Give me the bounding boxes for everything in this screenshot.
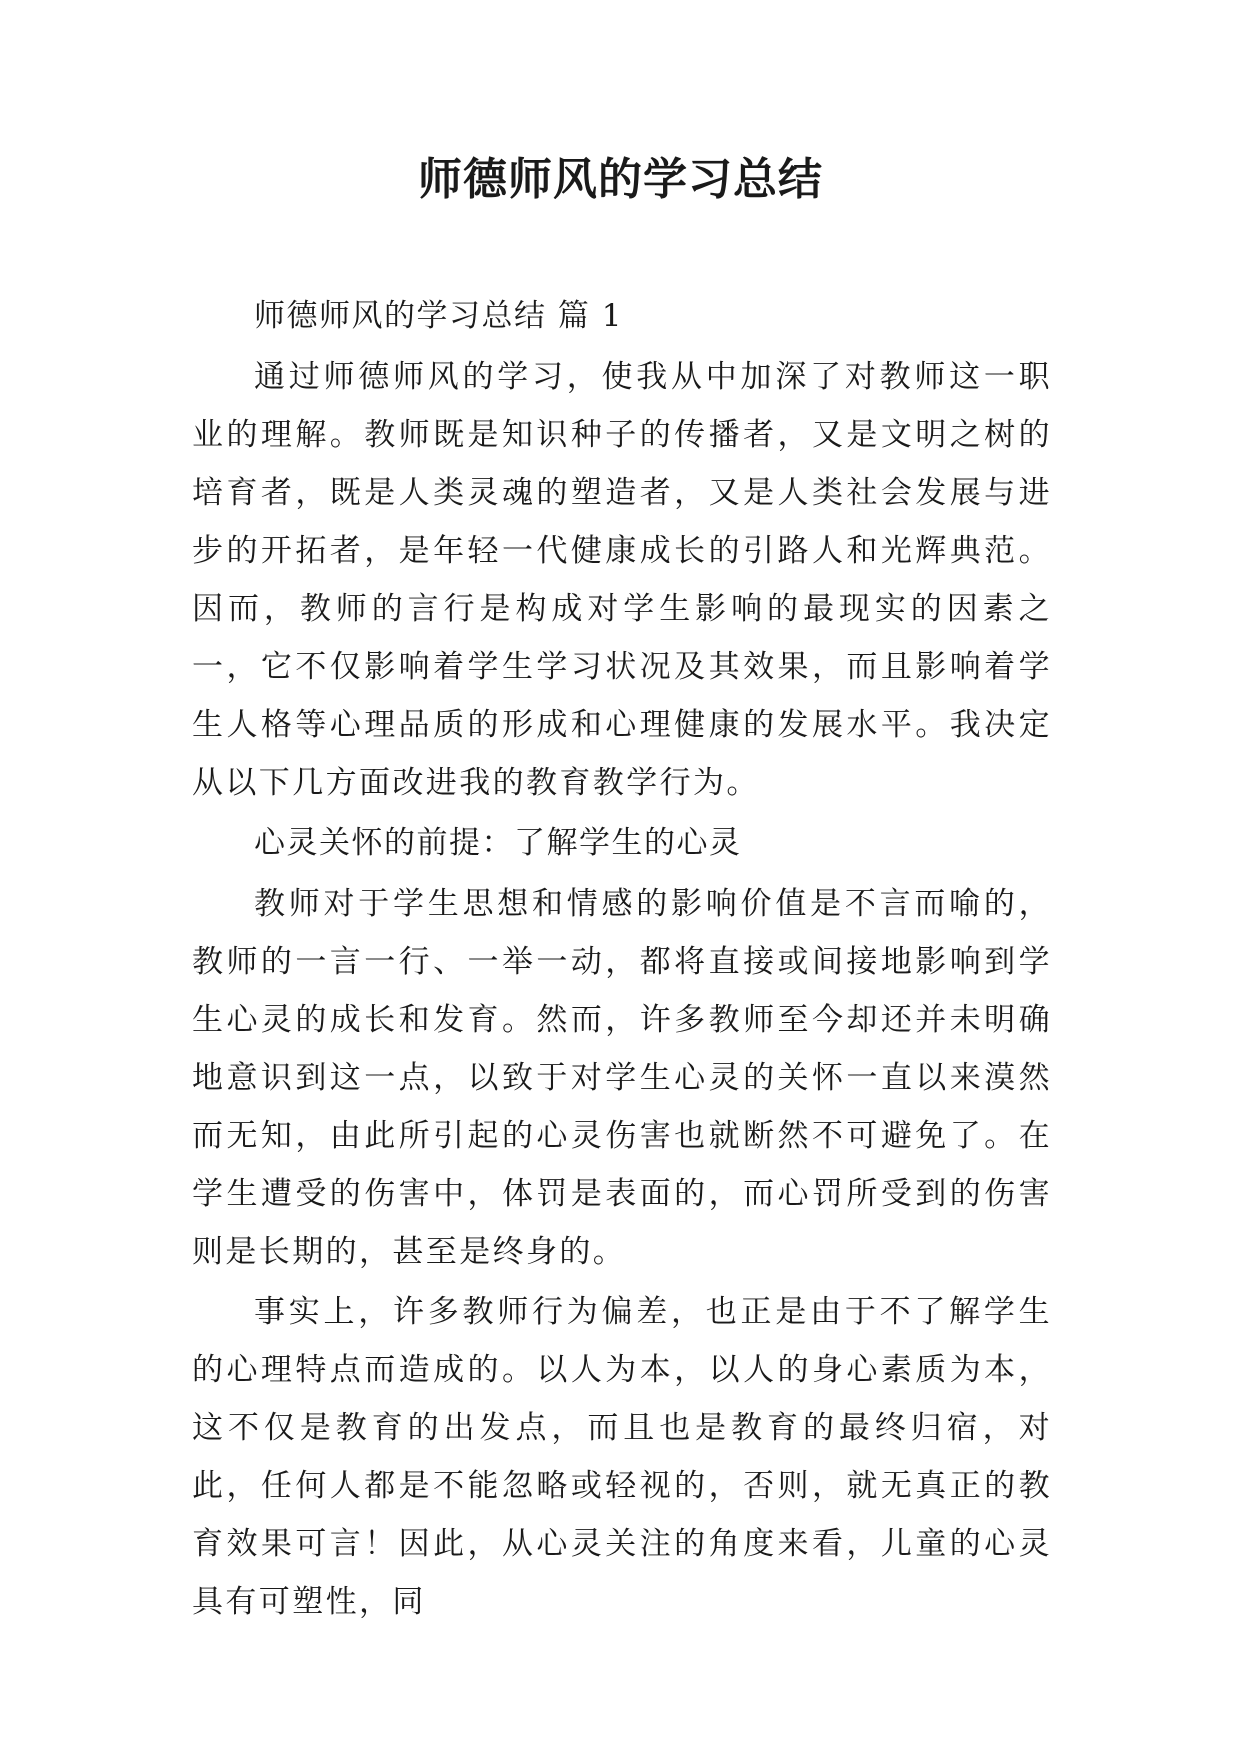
paragraph: 事实上，许多教师行为偏差，也正是由于不了解学生的心理特点而造成的。以人为本，以人的身心素质为本，这不仅是教育的出发点，而且也是教育的最终归宿，对此，任何人都是不能忽略或轻视的，否则，就无真正的教育效果可言！因此，从心灵关注的角度来看，儿童的心灵具有可塑性，同 bbox=[192, 1294, 1052, 1620]
document-body bbox=[192, 287, 1052, 1634]
paragraph: 通过师德师风的学习，使我从中加深了对教师这一职业的理解。教师既是知识种子的传播者，又是文明之树的培育者，既是人类灵魂的塑造者，又是人类社会发展与进步的开拓者，是年轻一代健康成长的引路人和光辉典范。因而，教师的言行是构成对学生影响的最现实的因素之一，它不仅影响着学生学习状况及其效果，而且影响着学生人格等心理品质的形成和心理健康的发展水平。我决定从以下几方面改进我的教育教学行为。 bbox=[192, 358, 1052, 801]
section-heading: 师德师风的学习总结 篇 1 bbox=[254, 298, 623, 334]
subsection-heading: 心灵关怀的前提：了解学生的心灵 bbox=[254, 825, 742, 861]
document-title: 师德师风的学习总结 bbox=[418, 154, 823, 205]
paragraph: 教师对于学生思想和情感的影响价值是不言而喻的，教师的一言一行、一举一动，都将直接或间接地影响到学生心灵的成长和发育。然而，许多教师至今却还并未明确地意识到这一点，以致于对学生心灵的关怀一直以来漠然而无知，由此所引起的心灵伤害也就断然不可避免了。在学生遭受的伤害中，体罚是表面的，而心罚所受到的伤害则是长期的，甚至是终身的。 bbox=[192, 885, 1052, 1270]
